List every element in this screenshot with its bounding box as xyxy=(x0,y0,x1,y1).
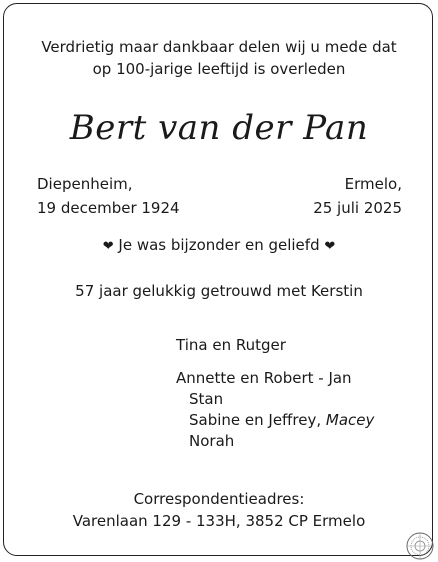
address-block xyxy=(0,488,438,532)
family-child-2: Annette en Robert - Jan xyxy=(176,369,352,387)
intro-line-2: op 100-jarige leeftijd is overleden xyxy=(92,60,346,78)
grandchild-1: Stan xyxy=(189,390,224,408)
grandchild-3: Norah xyxy=(189,432,235,450)
death-info xyxy=(313,172,402,220)
death-date: 25 juli 2025 xyxy=(313,199,402,217)
grandchild-2-name: Sabine en Jeffrey, xyxy=(189,411,322,429)
deceased-name: Bert van der Pan xyxy=(69,108,369,148)
birth-info xyxy=(37,172,180,220)
tagline xyxy=(0,236,438,254)
birth-place: Diepenheim, xyxy=(37,175,133,193)
birth-date: 19 december 1924 xyxy=(37,199,180,217)
family-block xyxy=(176,368,374,452)
death-place: Ermelo, xyxy=(344,175,402,193)
seal-icon xyxy=(406,532,434,560)
intro-line-1: Verdrietig maar dankbaar delen wij u mede dat xyxy=(41,38,397,56)
address-label: Correspondentieadres: xyxy=(133,490,305,508)
great-grandchild-name: Macey xyxy=(325,411,375,429)
heart-icon: ❤ xyxy=(102,239,114,254)
family-child-1: Tina en Rutger xyxy=(176,336,286,354)
announcement-card xyxy=(3,3,433,556)
marriage-text: 57 jaar gelukkig getrouwd met Kerstin xyxy=(75,282,363,300)
grandchild-2 xyxy=(176,410,374,431)
tagline-text: Je was bijzonder en geliefd xyxy=(118,236,320,254)
heart-icon: ❤ xyxy=(324,239,336,254)
intro-text xyxy=(0,36,438,80)
address-value: Varenlaan 129 - 133H, 3852 CP Ermelo xyxy=(72,512,366,530)
